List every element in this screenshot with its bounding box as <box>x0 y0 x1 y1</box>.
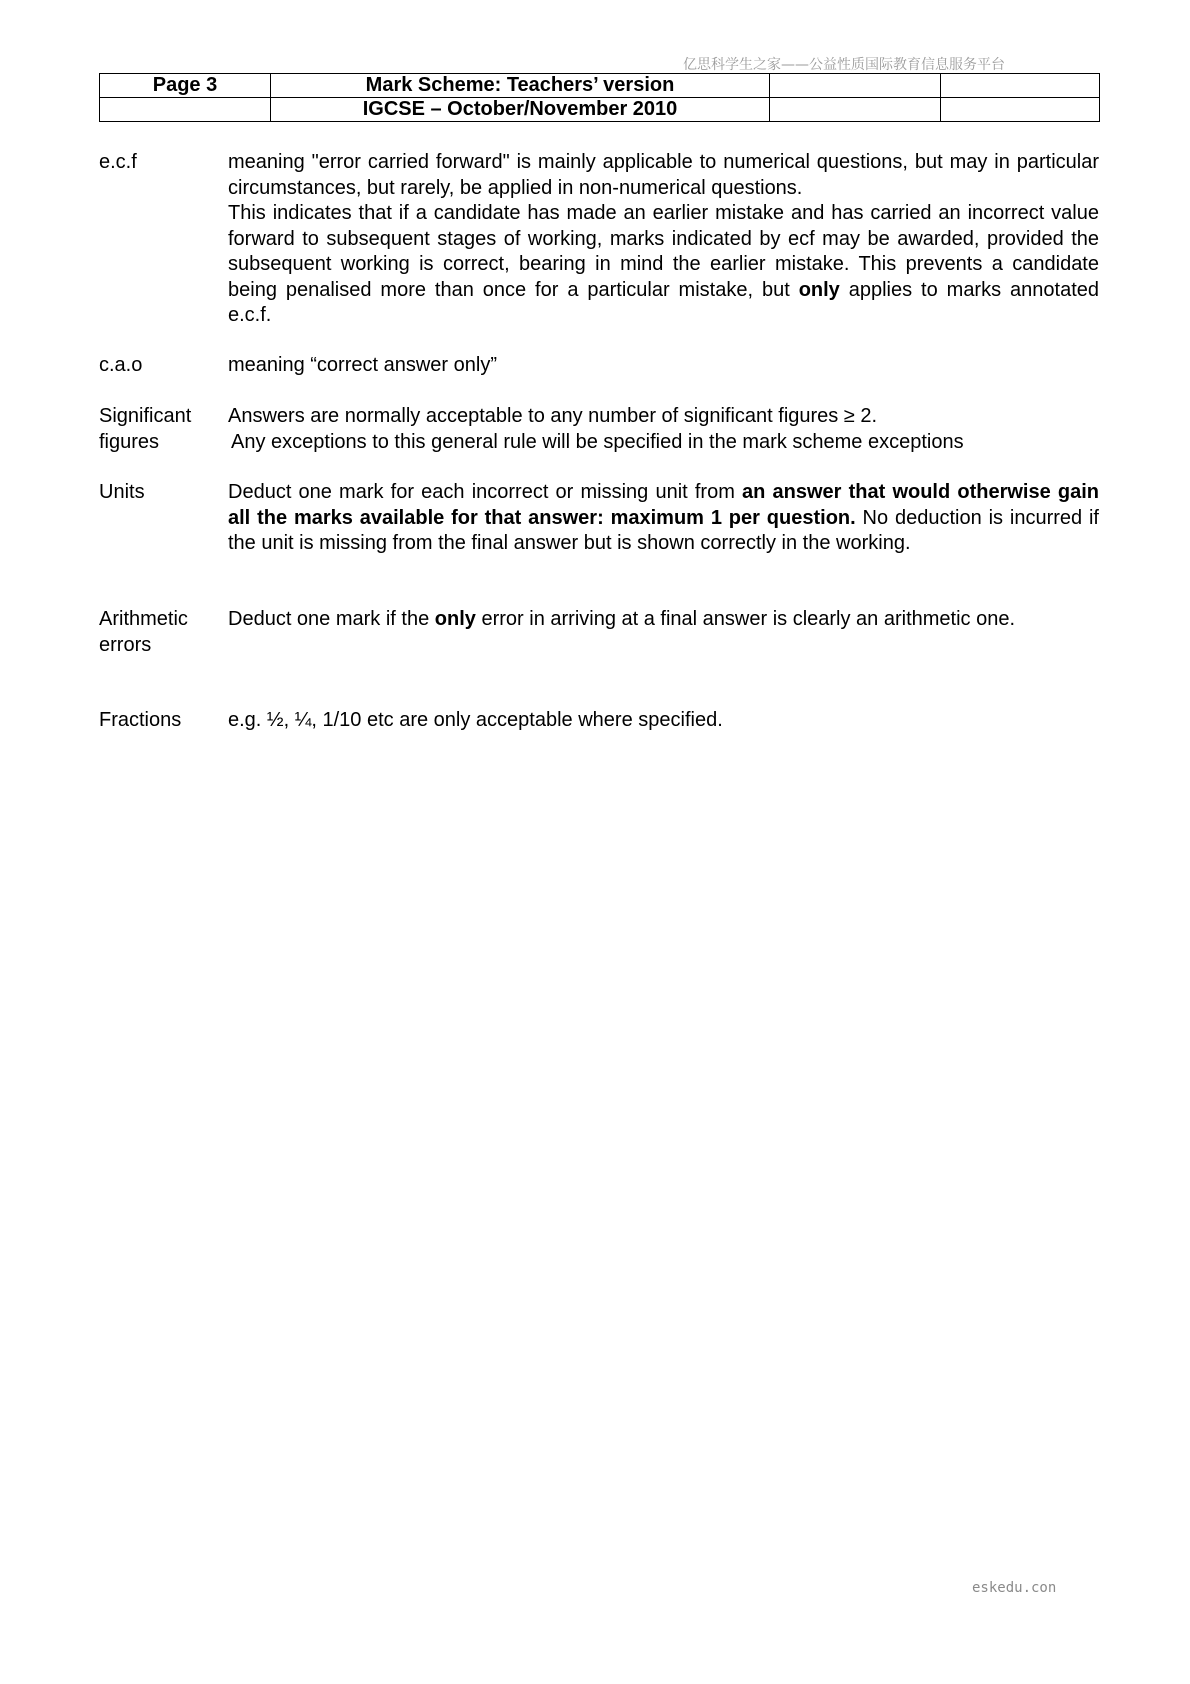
header-empty-cell <box>941 98 1100 122</box>
term-description <box>228 480 1099 557</box>
exam-session: IGCSE – October/November 2010 <box>271 98 770 122</box>
term-description: meaning “correct answer only” <box>228 354 497 376</box>
term-label-line: Arithmetic <box>99 608 188 630</box>
document-title: Mark Scheme: Teachers’ version <box>271 74 770 98</box>
term-label-line: errors <box>99 633 152 656</box>
arith-text: Deduct one mark if the <box>228 608 435 630</box>
header-empty-cell <box>770 98 941 122</box>
header-row-1 <box>100 74 1100 98</box>
header-row-2 <box>100 98 1100 122</box>
watermark-bottom: eskedu.con <box>972 1580 1057 1596</box>
term-label: c.a.o <box>99 354 143 376</box>
sigfig-line-2: Any exceptions to this general rule will be specified in the mark scheme exceptions <box>231 430 964 453</box>
header-empty-cell <box>941 74 1100 98</box>
term-label <box>99 404 224 455</box>
term-description <box>228 607 1099 633</box>
watermark-top: 亿思科学生之家——公益性质国际教育信息服务平台 <box>683 57 1005 73</box>
units-emphasis: an answer that would otherwise gain all the marks available for that answer: maximum 1 per question. <box>228 481 1100 529</box>
term-label <box>99 607 224 658</box>
term-description: e.g. ½, ¼, 1/10 etc are only acceptable where specified. <box>228 709 723 731</box>
term-description <box>228 404 1099 455</box>
ecf-paragraph-2 <box>228 201 1099 329</box>
term-label-line: Significant <box>99 405 192 427</box>
page-number: Page 3 <box>100 74 271 98</box>
term-label: Fractions <box>99 709 182 731</box>
ecf-text-end: applies to marks annotated e.c.f. <box>228 278 1099 326</box>
arith-emphasis: only <box>434 608 476 630</box>
units-text: Deduct one mark for each incorrect or missing unit from <box>228 481 743 503</box>
term-label-line: figures <box>99 430 160 453</box>
sigfig-line-1: Answers are normally acceptable to any number of significant figures ≥ 2. <box>228 405 878 427</box>
header-empty-cell <box>100 98 271 122</box>
term-label: e.c.f <box>99 151 137 173</box>
units-text-end: No deduction is incurred if the unit is missing from the final answer but is shown correctly in the working. <box>228 506 1099 554</box>
header-table <box>99 73 1100 122</box>
header-empty-cell <box>770 74 941 98</box>
term-label: Units <box>99 481 145 503</box>
ecf-paragraph-1: meaning "error carried forward" is mainly applicable to numerical questions, but may in particular circumstances, but rarely, be applied in non-numerical questions. <box>228 151 1099 199</box>
term-description <box>228 150 1099 329</box>
ecf-text: This indicates that if a candidate has made an earlier mistake and has carried an incorrect value forward to subsequent stages of working, marks indicated by ecf may be awarded, provided the subsequent working is correct, bearing in mind the earlier mistake. This prevents a candidate being penalised more than once for a particular mistake, but <box>228 202 1099 301</box>
arith-text-end: error in arriving at a final answer is clearly an arithmetic one. <box>475 608 1016 630</box>
ecf-emphasis: only <box>798 278 840 301</box>
